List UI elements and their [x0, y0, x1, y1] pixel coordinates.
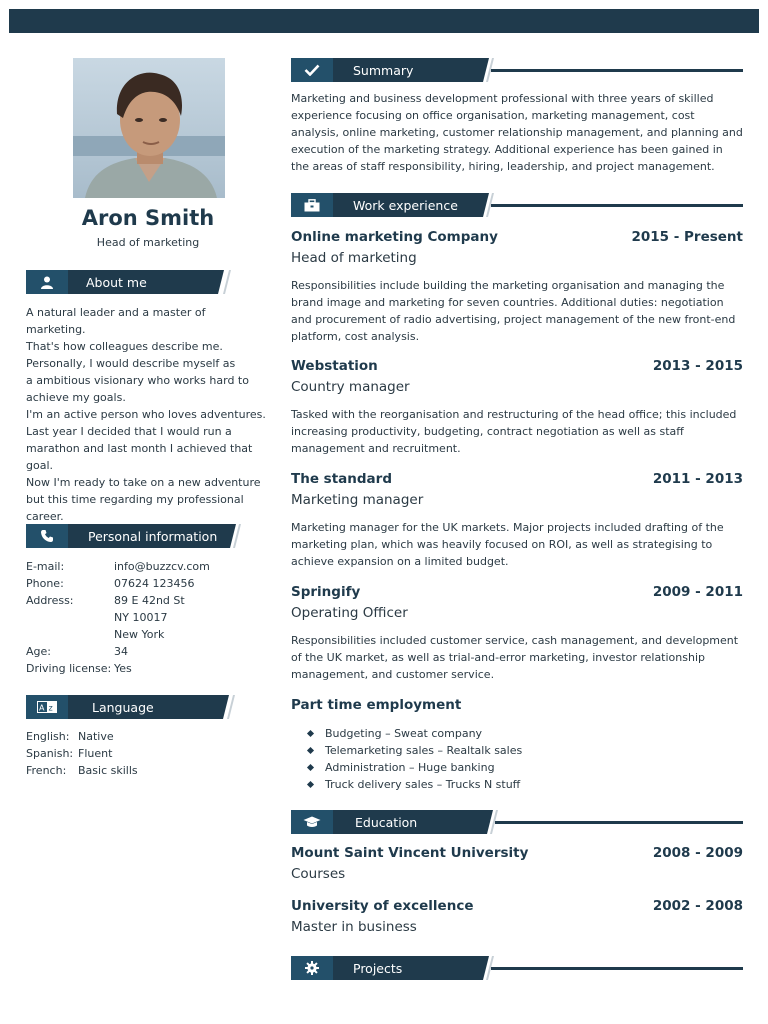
- education-header: [291, 898, 743, 914]
- info-label: Address:: [26, 594, 74, 607]
- about-line: That's how colleagues describe me.: [26, 340, 223, 353]
- language-name: Spanish:: [26, 747, 74, 760]
- header-rule: [491, 967, 743, 970]
- language-list: [26, 728, 138, 779]
- job-period: 2015 - Present: [631, 229, 743, 245]
- section-header-summary: [291, 58, 743, 82]
- info-row-email: [26, 558, 210, 575]
- section-header-personal: [26, 524, 238, 548]
- education-school: University of excellence: [291, 898, 474, 914]
- about-line: achieve my goals.: [26, 391, 126, 404]
- svg-text:z: z: [48, 703, 53, 713]
- personal-info-list: [26, 558, 210, 677]
- education-course: Master in business: [291, 919, 417, 935]
- section-title-summary: Summary: [353, 63, 414, 78]
- list-item: Administration – Huge banking: [308, 759, 522, 776]
- info-row-age: [26, 643, 210, 660]
- job-role: Country manager: [291, 379, 410, 395]
- about-text: [26, 304, 266, 525]
- section-title-work: Work experience: [353, 198, 458, 213]
- job-role: Marketing manager: [291, 492, 424, 508]
- header-rule: [495, 821, 743, 824]
- portrait-image: [73, 58, 225, 198]
- info-row-address: [26, 592, 210, 609]
- language-name: French:: [26, 764, 67, 777]
- job-company: Webstation: [291, 358, 378, 374]
- license-value: Yes: [114, 662, 132, 675]
- about-line: a ambitious visionary who works hard to: [26, 374, 249, 387]
- language-row: [26, 745, 138, 762]
- info-label: E-mail:: [26, 560, 65, 573]
- job-company: Springify: [291, 584, 361, 600]
- language-row: [26, 728, 138, 745]
- about-line: Now I'm ready to take on a new adventure: [26, 476, 261, 489]
- address-value: 89 E 42nd St: [114, 594, 185, 607]
- job-header: [291, 229, 743, 245]
- address-value: NY 10017: [114, 611, 168, 624]
- about-line: but this time regarding my professional: [26, 493, 244, 506]
- header-edge: [223, 270, 231, 294]
- header-rule: [491, 69, 743, 72]
- job-role: Head of marketing: [291, 250, 417, 266]
- briefcase-icon: [291, 193, 333, 217]
- address-value: New York: [114, 628, 165, 641]
- translate-icon: [26, 695, 68, 719]
- education-school: Mount Saint Vincent University: [291, 845, 529, 861]
- job-header: [291, 358, 743, 374]
- info-row-address-cont: [26, 609, 210, 626]
- about-line: I'm an active person who loves adventures.: [26, 408, 266, 421]
- info-row-license: [26, 660, 210, 677]
- header-edge: [227, 695, 235, 719]
- email-value[interactable]: info@buzzcv.com: [114, 560, 210, 573]
- part-time-title: Part time employment: [291, 697, 462, 713]
- person-name: Aron Smith: [81, 206, 215, 230]
- info-label: Age:: [26, 645, 51, 658]
- job-company: Online marketing Company: [291, 229, 498, 245]
- education-header: [291, 845, 743, 861]
- language-level: Native: [78, 730, 114, 743]
- header-rule: [491, 204, 743, 207]
- info-row-address-cont: [26, 626, 210, 643]
- language-level: Fluent: [78, 747, 113, 760]
- user-icon: [26, 270, 68, 294]
- education-period: 2008 - 2009: [652, 845, 743, 861]
- graduation-cap-icon: [291, 810, 333, 834]
- about-line: career.: [26, 510, 64, 523]
- info-label: Driving license:: [26, 662, 112, 675]
- section-title-personal: Personal information: [88, 529, 218, 544]
- section-title-education: Education: [355, 815, 418, 830]
- language-name: English:: [26, 730, 70, 743]
- list-item: Telemarketing sales – Realtalk sales: [308, 742, 522, 759]
- language-row: [26, 762, 138, 779]
- section-header-projects: [291, 956, 743, 980]
- list-item: Truck delivery sales – Trucks N stuff: [308, 776, 522, 793]
- info-row-phone: [26, 575, 210, 592]
- job-description: Responsibilities include building the marketing organisation and managing the brand image and marketing for seven countries. Additional duties: negotiation and procurement of radio advertising, project management of the new front-end platform, cost analysis.: [291, 279, 736, 343]
- section-header-work: [291, 193, 743, 217]
- info-label: Phone:: [26, 577, 64, 590]
- education-course: Courses: [291, 866, 346, 882]
- language-level: Basic skills: [78, 764, 138, 777]
- job-header: [291, 471, 743, 487]
- job-description: Responsibilities included customer service, cash management, and development of the UK market, as well as trial-and-error marketing, investor relationship management, and customer service.: [291, 634, 739, 681]
- age-value: 34: [114, 645, 128, 658]
- checkmark-icon: [291, 58, 333, 82]
- education-period: 2002 - 2008: [652, 898, 743, 914]
- job-company: The standard: [291, 471, 392, 487]
- about-line: goal.: [26, 459, 54, 472]
- phone-value: 07624 123456: [114, 577, 195, 590]
- job-header: [291, 584, 743, 600]
- job-role: Operating Officer: [291, 605, 408, 621]
- job-period: 2009 - 2011: [652, 584, 743, 600]
- section-title-projects: Projects: [353, 961, 403, 976]
- summary-text: Marketing and business development professional with three years of skilled experience focusing on office organisation, marketing management, cost analysis, online marketing, customer relationship management, and planning and execution of the marketing strategy. Additional experience has been gained in the areas of staff responsibility, hiring, leadership, and project management.: [291, 92, 743, 173]
- section-header-language: [26, 695, 238, 719]
- top-banner: [9, 9, 759, 33]
- section-title-language: Language: [92, 700, 154, 715]
- profile-photo: [73, 58, 225, 198]
- job-description: Marketing manager for the UK markets. Major projects included drafting of the marketing plan, which was heavily focused on ROI, as well as strategising to achieve expansion on a limited budget.: [291, 521, 724, 568]
- about-line: Personally, I would describe myself as: [26, 357, 236, 370]
- part-time-list: [308, 725, 522, 793]
- section-header-education: [291, 810, 743, 834]
- svg-text:A: A: [39, 703, 45, 713]
- section-header-about: [26, 270, 238, 294]
- gear-icon: [291, 956, 333, 980]
- job-period: 2013 - 2015: [652, 358, 743, 374]
- list-item: Budgeting – Sweat company: [308, 725, 522, 742]
- section-title-about: About me: [86, 275, 147, 290]
- job-description: Tasked with the reorganisation and restructuring of the head office; this included increasing productivity, budgeting, contract negotiation as well as staff management and recruitment.: [291, 408, 737, 455]
- phone-icon: [26, 524, 68, 548]
- about-line: marathon and last month I achieved that: [26, 442, 253, 455]
- about-line: A natural leader and a master of marketing.: [26, 306, 206, 336]
- about-line: Last year I decided that I would run a: [26, 425, 232, 438]
- person-title: Head of marketing: [96, 236, 200, 249]
- job-period: 2011 - 2013: [652, 471, 743, 487]
